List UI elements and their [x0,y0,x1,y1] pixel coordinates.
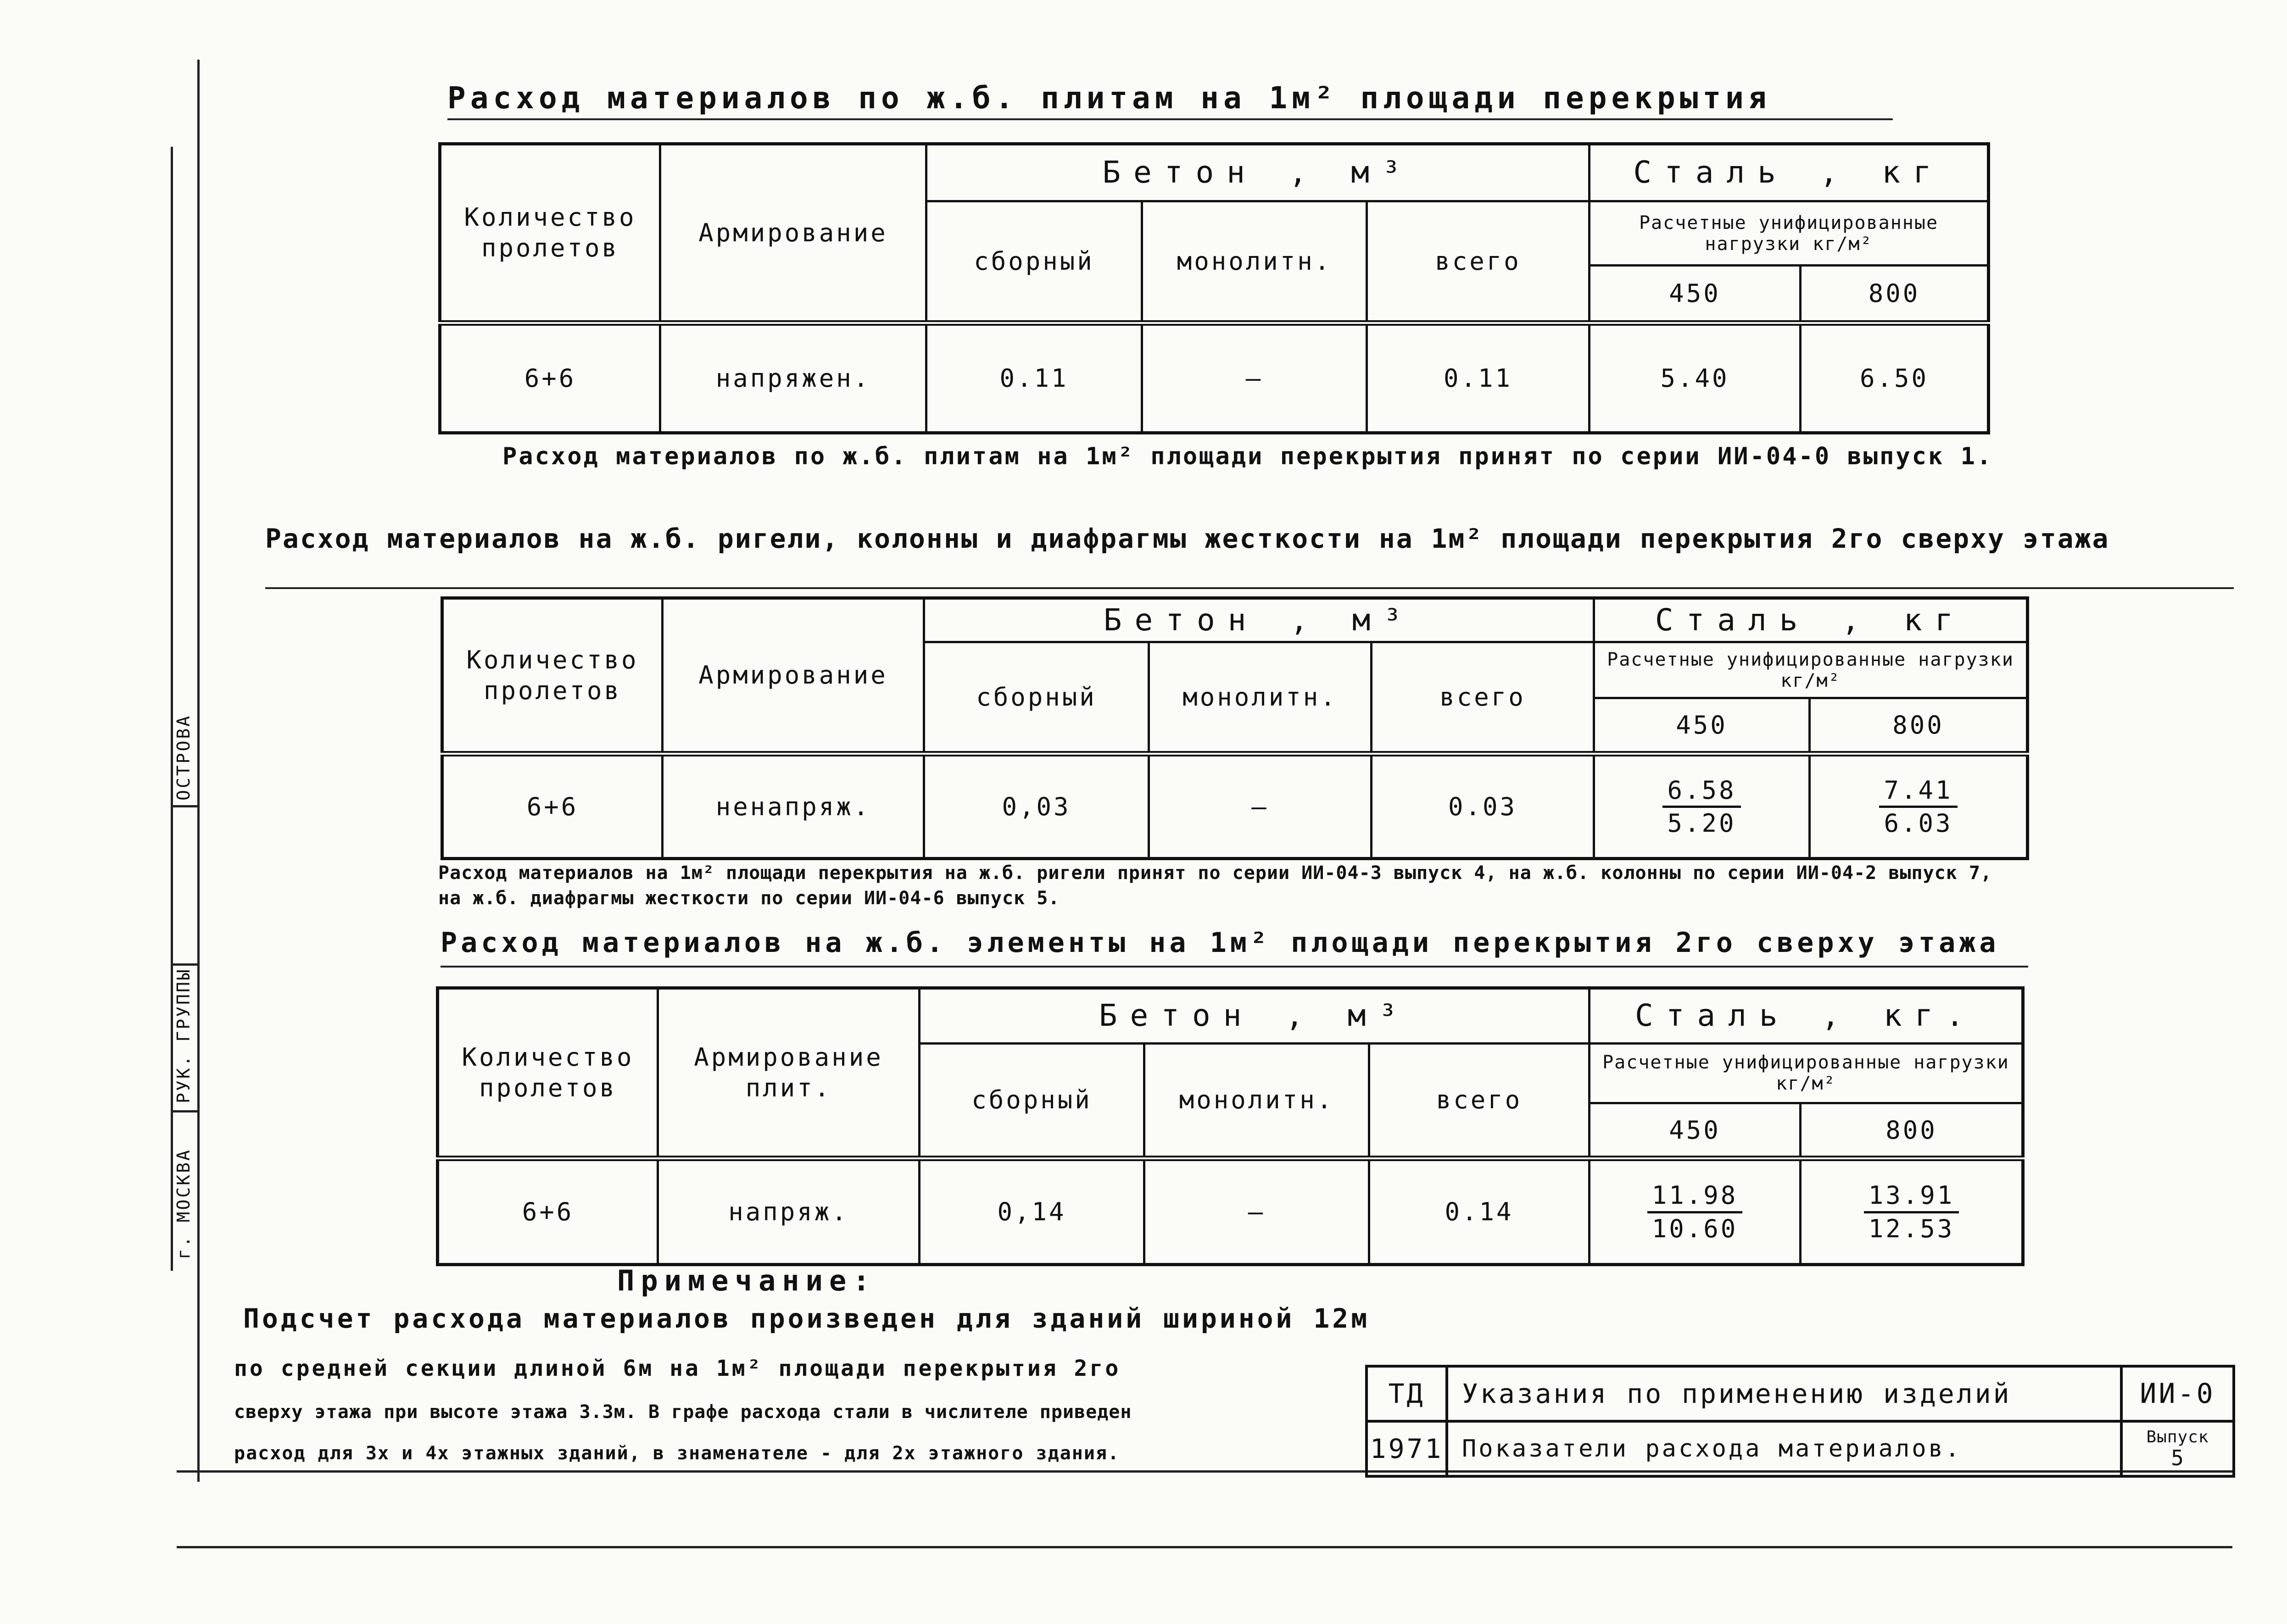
section1-cell-arm: напряжен. [660,323,926,433]
sidebar-divider-1 [171,805,197,807]
section3-cell-count: 6+6 [438,1158,658,1264]
section2-header-stal: Сталь , кг [1594,598,2028,642]
title-block-td: ТД [1367,1366,1447,1421]
section2-header-beton: Бетон , м³ [924,598,1594,642]
section2-cell-450 [1594,754,1810,858]
section3-title: Расход материалов на ж.б. элементы на 1м² площади перекрытия 2го сверху этажа [441,927,2000,959]
sidebar-text-moscow: г. МОСКВА [173,1148,194,1259]
section1-cell-count: 6+6 [440,323,660,433]
section2-cell-monolit: — [1149,754,1372,858]
sidebar-line-2 [197,147,200,1271]
section1-header-beton: Бетон , м³ [926,144,1590,201]
section3-header-450: 450 [1590,1103,1801,1159]
sidebar-divider-2 [171,963,197,966]
section3-fraction-800 [1864,1180,1959,1244]
section2-header-monolit: монолитн. [1149,642,1372,754]
section3-header-loads: Расчетные унифицированные нагрузки кг/м² [1590,1043,2023,1103]
sidebar-text-group: РУК. ГРУППЫ [173,968,194,1103]
title-block-title2: Показатели расхода материалов. [1447,1421,2121,1476]
section3-800-numerator: 13.91 [1864,1180,1959,1213]
section2-cell-800 [1810,754,2028,858]
section1-header-450: 450 [1590,266,1801,323]
section2-header-loads: Расчетные унифицированные нагрузки кг/м² [1594,642,2028,698]
section3-title-underline [441,966,2028,968]
section3-cell-arm: напряж. [658,1158,920,1264]
remark-line3: сверху этажа при высоте этажа 3.3м. В графе расхода стали в числителе приведен [234,1402,1132,1423]
section1-header-count: Количество пролетов [440,144,660,323]
section3-header-monolit: монолитн. [1144,1043,1369,1158]
section3-800-denominator: 12.53 [1868,1214,1955,1243]
section3-cell-sborn: 0,14 [920,1158,1144,1264]
section3-450-numerator: 11.98 [1647,1180,1743,1213]
section2-800-numerator: 7.41 [1879,775,1957,808]
section1-table [438,142,1990,434]
section3-cell-450 [1590,1158,1801,1264]
section2-cell-count: 6+6 [442,754,663,858]
section3-header-arm: Армирование плит. [658,988,920,1159]
section2-fraction-450 [1662,775,1740,839]
section1-header-loads: Расчетные унифицированные нагрузки кг/м² [1590,201,1989,266]
section1-cell-800: 6.50 [1801,323,1989,433]
remark-line4: расход для 3х и 4х этажных зданий, в знаменателе - для 2х этажного здания. [234,1443,1120,1464]
section3-cell-vsego: 0.14 [1369,1158,1590,1264]
title-block-code: ИИ-0 [2121,1366,2234,1421]
section1-header-monolit: монолитн. [1142,201,1367,323]
section3-cell-800 [1801,1158,2023,1264]
sidebar-divider-3 [171,1110,197,1112]
section1-cell-monolit: — [1142,323,1367,433]
section1-header-arm: Армирование [660,144,926,323]
section3-cell-monolit: — [1144,1158,1369,1264]
title-block-vypusk [2121,1421,2234,1476]
section2-cell-arm: ненапряж. [663,754,924,858]
title-block [1365,1365,2235,1478]
title-block-vypusk-number: 5 [2171,1445,2184,1470]
section2-title: Расход материалов на ж.б. ригели, колонны и диафрагмы жесткости на 1м² площади перекрытия 2го сверху этажа [265,523,2110,554]
section1-note: Расход материалов по ж.б. плитам на 1м² площади перекрытия принят по серии ИИ-04-0 выпуск 1. [502,443,1993,470]
section2-note-line1: Расход материалов на 1м² площади перекрытия на ж.б. ригели принят по серии ИИ-04-3 выпуск 4, на ж.б. колонны по серии ИИ-04-2 выпуск 7, [438,862,1992,884]
section2-header-count: Количество пролетов [442,598,663,754]
section3-header-stal: Сталь , кг. [1590,988,2023,1044]
section2-header-sborn: сборный [924,642,1149,754]
section2-800-denominator: 6.03 [1884,809,1953,838]
section1-title-underline [447,118,1893,120]
section2-note-line2: на ж.б. диафрагмы жесткости по серии ИИ-04-6 выпуск 5. [438,888,1060,909]
sidebar-text-ostrova: ОСТРОВА [173,714,194,801]
section3-header-sborn: сборный [920,1043,1144,1158]
section1-header-sborn: сборный [926,201,1142,323]
section2-title-underline [265,587,2234,589]
section2-cell-vsego: 0.03 [1372,754,1594,858]
section1-cell-vsego: 0.11 [1367,323,1590,433]
remark-line2: по средней секции длиной 6м на 1м² площади перекрытия 2го [234,1356,1121,1381]
title-block-year: 1971 [1367,1421,1447,1476]
frame-line-bottom-2 [177,1546,2232,1548]
title-block-title1: Указания по применению изделий [1447,1366,2121,1421]
section2-table [441,596,2029,860]
section1-title: Расход материалов по ж.б. плитам на 1м² площади перекрытия [447,80,1771,116]
section2-header-vsego: всего [1372,642,1594,754]
section2-cell-sborn: 0,03 [924,754,1149,858]
section1-header-vsego: всего [1367,201,1590,323]
section3-header-800: 800 [1801,1103,2023,1159]
section3-header-count: Количество пролетов [438,988,658,1159]
section3-header-beton: Бетон , м³ [920,988,1590,1044]
remark-heading: Примечание: [617,1264,876,1297]
section2-450-numerator: 6.58 [1662,775,1740,808]
title-block-vypusk-label: Выпуск [2146,1427,2209,1446]
section2-header-800: 800 [1810,698,2028,754]
section1-cell-450: 5.40 [1590,323,1801,433]
section3-fraction-450 [1647,1180,1743,1244]
section2-fraction-800 [1879,775,1957,839]
section2-header-450: 450 [1594,698,1810,754]
section2-header-arm: Армирование [663,598,924,754]
sidebar-line-1 [171,147,173,1271]
section3-table [436,986,2025,1266]
section3-header-vsego: всего [1369,1043,1590,1158]
section2-450-denominator: 5.20 [1667,809,1736,838]
section3-450-denominator: 10.60 [1651,1214,1738,1243]
section1-header-800: 800 [1801,266,1989,323]
remark-line1: Подсчет расхода материалов произведен для зданий шириной 12м [243,1303,1370,1334]
section1-header-stal: Сталь , кг [1590,144,1989,201]
section1-cell-sborn: 0.11 [926,323,1142,433]
